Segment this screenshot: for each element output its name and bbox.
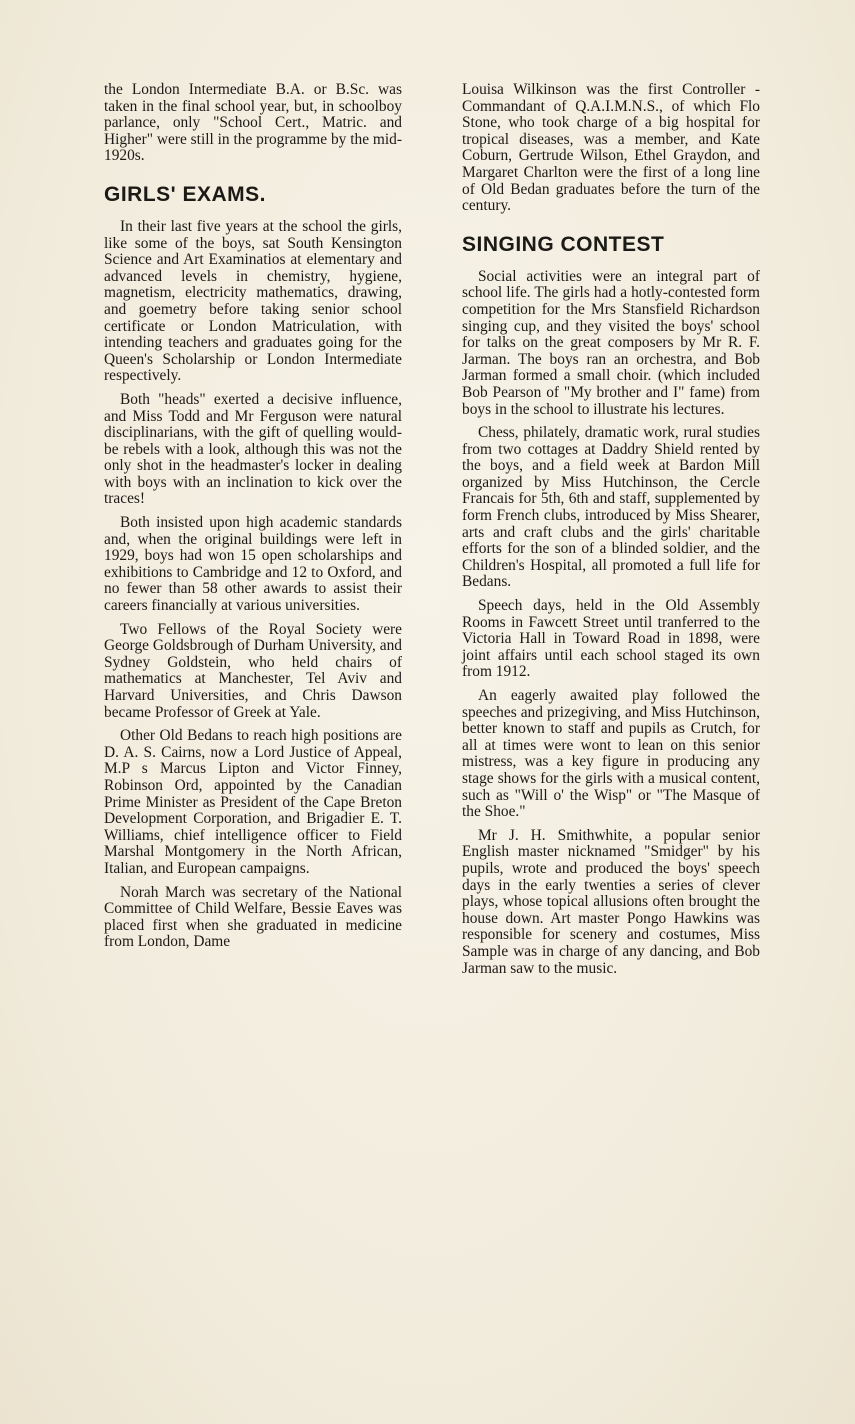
right-intro-paragraph: Louisa Wilkinson was the first Controller - Commandant of Q.A.I.M.N.S., of which Flo Stone, who took charge of a big hospital for tropical diseases, was a member, and Kate Coburn, Gertrude Wilson, Ethel Graydon, and Margaret Charlton were the first of a long line of Old Bedan graduates before the turn of the century.: [462, 81, 760, 215]
singing-contest-heading: SINGING CONTEST: [462, 232, 665, 256]
left-paragraph: Other Old Bedans to reach high positions are D. A. S. Cairns, now a Lord Justice of Appeal, M.P s Marcus Lipton and Victor Finney, Robinson Ord, appointed by the Canadian Prime Minister as President of the Cape Breton Development Corporation, and Brigadier E. T. Williams, chief intelligence officer to Field Marshal Montgomery in the North African, Italian, and European campaigns.: [104, 727, 402, 877]
left-paragraph: Norah March was secretary of the National Committee of Child Welfare, Bessie Eaves was placed first when she graduated in medicine from London, Dame: [104, 883, 402, 951]
right-paragraph: Chess, philately, dramatic work, rural studies from two cottages at Daddry Shield rented by the boys, and a field week at Bardon Mill organized by Miss Hutchinson, the Cercle Francais for 5th, 6th and staff, supplemented by form French clubs, introduced by Miss Shearer, arts and craft clubs and the girls' charitable efforts for the son of a blinded soldier, and the Children's Hospital, all promoted a full life for Bedans.: [462, 424, 760, 591]
left-intro-paragraph: the London Intermediate B.A. or B.Sc. was taken in the final school year, but, in schoolboy parlance, only "School Cert., Matric. and Higher" were still in the programme by the mid-1920s.: [104, 81, 402, 165]
right-paragraph: Speech days, held in the Old Assembly Rooms in Fawcett Street until tranferred to the Victoria Hall in Toward Road in 1898, were joint affairs until each school staged its own from 1912.: [462, 597, 760, 681]
left-paragraph: Two Fellows of the Royal Society were George Goldsbrough of Durham University, and Sydney Goldstein, who held chairs of mathematics at Manchester, Tel Aviv and Harvard Universities, and Chris Dawson became Professor of Greek at Yale.: [104, 620, 402, 721]
right-paragraph: Mr J. H. Smithwhite, a popular senior English master nicknamed "Smidger" by his pupils, wrote and produced the boys' speech days in the early twenties a series of clever plays, whose topical allusions often brought the house down. Art master Pongo Hawkins was responsible for scenery and costumes, Miss Sample was in charge of any dancing, and Bob Jarman saw to the music.: [462, 826, 760, 977]
right-column: [462, 82, 760, 984]
right-paragraph: An eagerly awaited play followed the speeches and prizegiving, and Miss Hutchinson, better known to staff and pupils as Crutch, for all at times were wont to lean on this senior mistress, was a key figure in producing any stage shows for the girls with a musical content, such as "Will o' the Wisp" or "The Masque of the Shoe.": [462, 687, 760, 821]
girls-exams-heading: GIRLS' EXAMS.: [104, 182, 267, 206]
right-paragraph: Social activities were an integral part of school life. The girls had a hotly-contested form competition for the Mrs Stansfield Richardson singing cup, and they visited the boys' school for talks on the great composers by Mr R. F. Jarman. The boys ran an orchestra, and Bob Jarman formed a small choir. (which included Bob Pearson of "My brother and I" fame) from boys in the school to illustrate his lectures.: [462, 267, 760, 418]
left-paragraph: Both insisted upon high academic standards and, when the original buildings were left in 1929, boys had won 15 open scholarships and exhibitions to Cambridge and 12 to Oxford, and no fewer than 58 other awards to assist their careers financially at various universities.: [104, 514, 402, 615]
left-paragraph: Both "heads" exerted a decisive influence, and Miss Todd and Mr Ferguson were natural disciplinarians, with the gift of quelling would-be rebels with a look, although this was not the only shot in the headmaster's locker in dealing with boys with an inclination to kick over the traces!: [104, 390, 402, 508]
left-paragraph: In their last five years at the school the girls, like some of the boys, sat South Kensington Science and Art Examinatios at elementary and advanced levels in chemistry, hygiene, magnetism, electricity mathematics, drawing, and goemetry before taking senior school certificate or London Matriculation, with intending teachers and graduates going for the Queen's Scholarship or London Intermediate respectively.: [104, 217, 402, 385]
left-column: [104, 82, 402, 958]
